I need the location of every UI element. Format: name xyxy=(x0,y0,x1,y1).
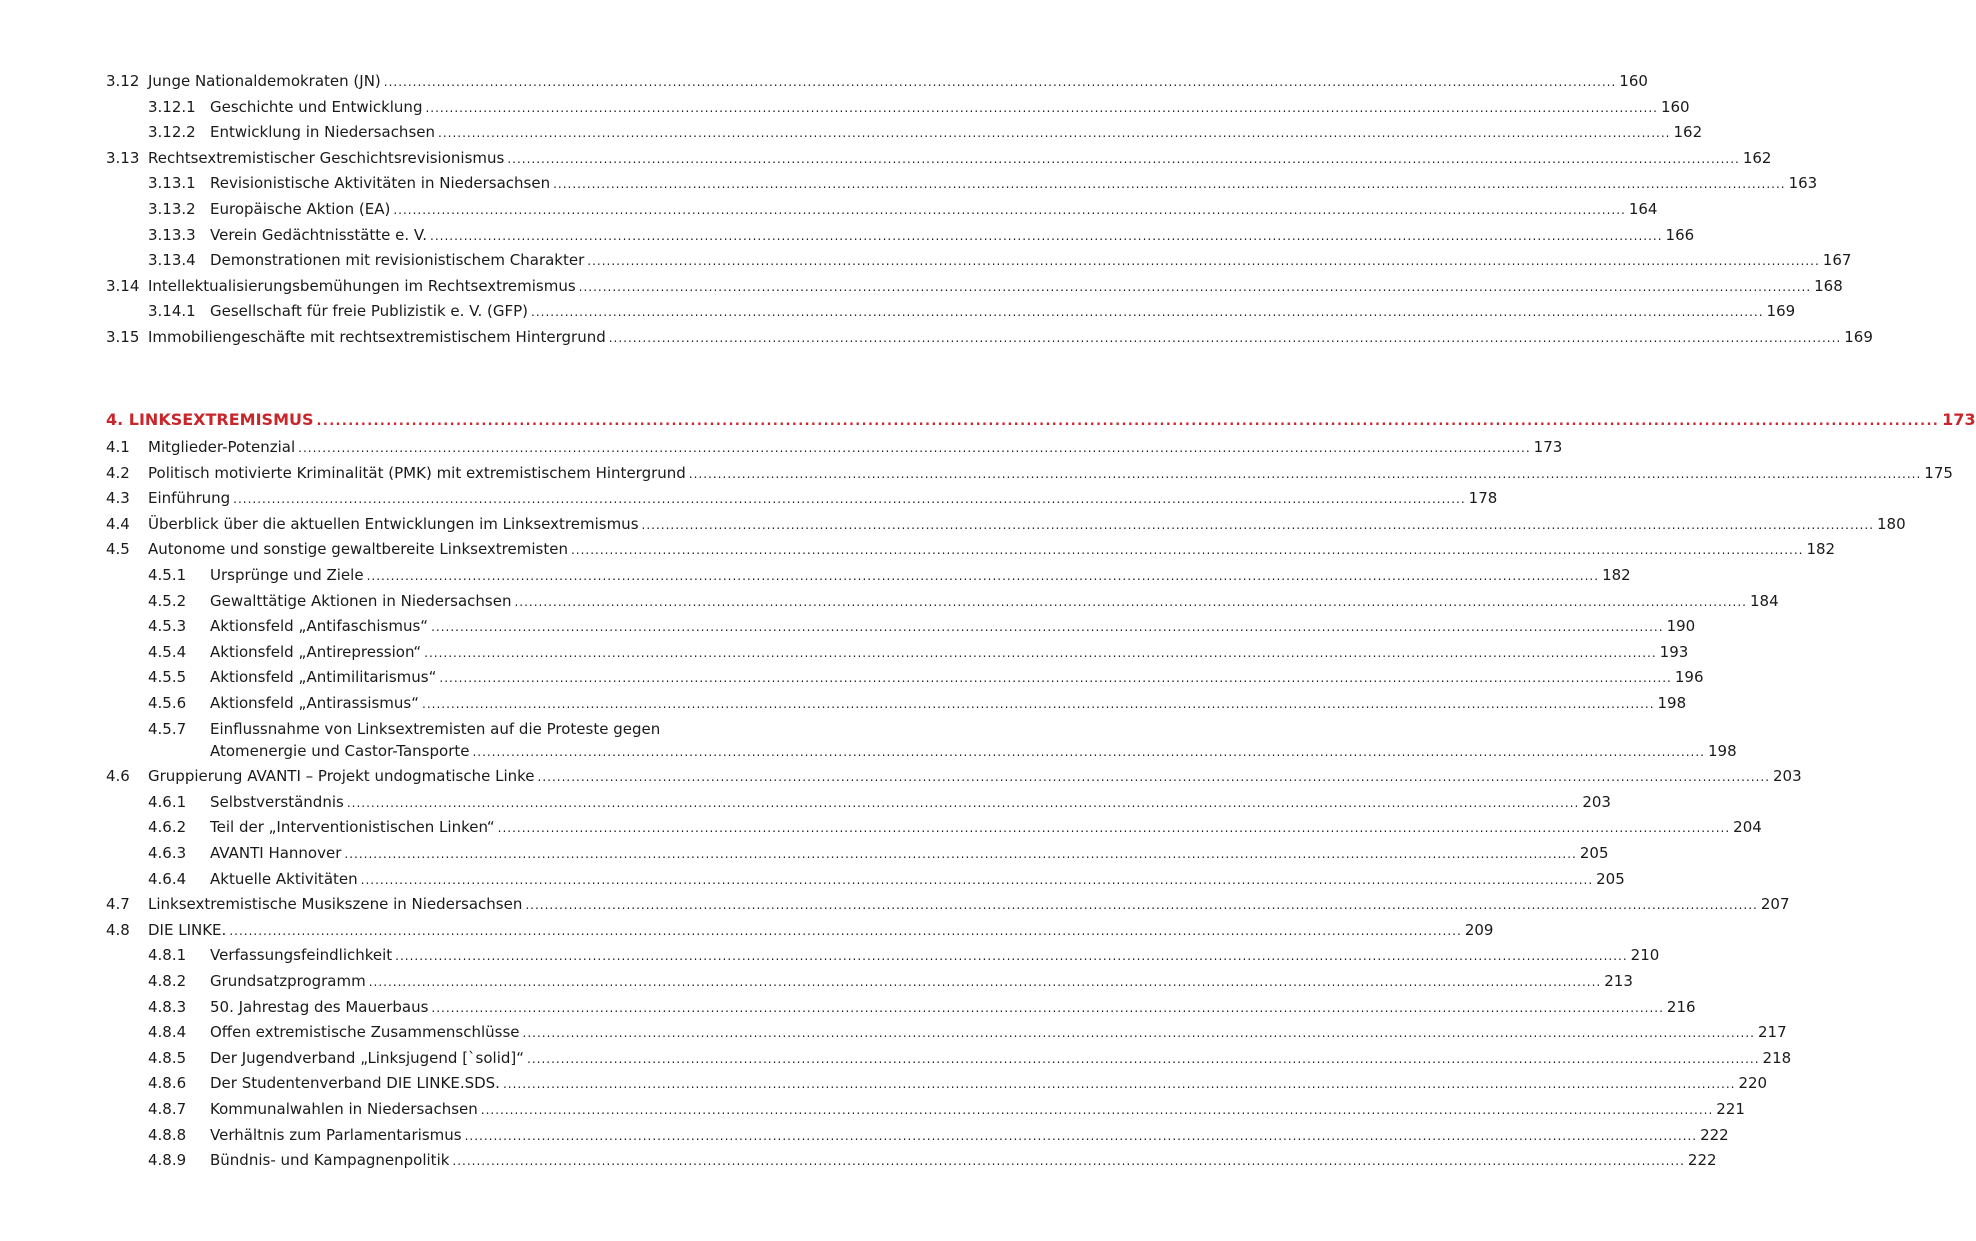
toc-entry[interactable] xyxy=(0,327,1873,353)
entry-page-number: 160 xyxy=(1660,97,1690,116)
entry-text xyxy=(210,817,1762,838)
entry-title: Grundsatzprogramm xyxy=(210,972,366,990)
dot-leader: ................................................................................................................................................................................................................................................................ xyxy=(522,1026,1755,1041)
dot-leader: ................................................................................................................................................................................................................................................................ xyxy=(497,821,1731,836)
entry-title: Gesellschaft für freie Publizistik e. V. (GFP) xyxy=(210,302,529,321)
entry-text xyxy=(210,591,1779,612)
toc-entry[interactable] xyxy=(0,616,1696,642)
entry-title: Verein Gedächtnisstätte e. V. xyxy=(210,225,428,244)
entry-page-number: 160 xyxy=(1619,72,1648,90)
dot-leader: ................................................................................................................................................................................................................................................................ xyxy=(383,75,1617,89)
entry-text xyxy=(210,1073,1768,1094)
entry-page-number: 218 xyxy=(1762,1048,1792,1067)
entry-text xyxy=(148,71,1648,92)
toc-entry[interactable] xyxy=(0,766,1802,792)
toc-entry[interactable] xyxy=(0,817,1762,843)
dot-leader: ................................................................................................................................................................................................................................................................ xyxy=(438,126,1671,141)
entry-number: 4.3 xyxy=(106,489,130,508)
entry-title: Rechtsextremistischer Geschichtsrevisionismus xyxy=(148,148,505,167)
entry-title: Ursprünge und Ziele xyxy=(210,566,364,584)
entry-page-number: 203 xyxy=(1582,792,1611,811)
entry-number: 4.6 xyxy=(106,767,130,786)
entry-text xyxy=(210,199,1658,220)
entry-number: 3.13.3 xyxy=(148,225,196,244)
toc-entry[interactable] xyxy=(0,971,1633,997)
entry-title: DIE LINKE. xyxy=(148,920,227,939)
entry-page-number: 169 xyxy=(1844,328,1873,346)
toc-entry[interactable] xyxy=(0,97,1690,123)
entry-text xyxy=(148,437,1563,458)
entry-title: Gruppierung AVANTI – Projekt undogmatische Linke xyxy=(148,767,535,786)
toc-entry[interactable] xyxy=(0,869,1625,895)
entry-text xyxy=(210,693,1687,714)
toc-entry[interactable] xyxy=(0,894,1790,920)
entry-title: Der Studentenverband DIE LINKE.SDS. xyxy=(210,1074,500,1093)
entry-number: 4.5 xyxy=(106,540,130,559)
entry-text xyxy=(210,250,1852,271)
entry-number: 3.13 xyxy=(106,148,140,167)
entry-page-number: 168 xyxy=(1814,276,1843,295)
entry-title: Verhältnis zum Parlamentarismus xyxy=(210,1125,462,1144)
dot-leader: ................................................................................................................................................................................................................................................................ xyxy=(430,228,1663,243)
entry-page-number: 205 xyxy=(1596,869,1625,888)
entry-number: 4.6.4 xyxy=(148,869,187,888)
entry-number: 4.5.4 xyxy=(148,642,187,661)
dot-leader: ................................................................................................................................................................................................................................................................ xyxy=(424,645,1657,660)
entry-title: Intellektualisierungsbemühungen im Rechtsextremismus xyxy=(148,276,576,295)
toc-entry[interactable] xyxy=(0,539,1836,565)
entry-title: Mitglieder-Potenzial xyxy=(148,438,296,456)
toc-entry[interactable] xyxy=(0,945,1660,971)
toc-entry[interactable] xyxy=(0,1073,1768,1099)
entry-page-number: 173 xyxy=(1533,438,1563,456)
entry-number: 4.8.2 xyxy=(148,972,187,990)
entry-title: Offen extremistische Zusammenschlüsse xyxy=(210,1023,520,1042)
entry-title: Aktionsfeld „Antifaschismus“ xyxy=(210,617,429,636)
dot-leader: ................................................................................................................................................................................................................................................................ xyxy=(368,975,1602,989)
entry-number: 4.6.3 xyxy=(148,844,187,862)
entry-title: Aktionsfeld „Antirepression“ xyxy=(210,642,422,661)
toc-entry[interactable] xyxy=(0,1150,1717,1176)
dot-leader: ................................................................................................................................................................................................................................................................ xyxy=(531,305,1764,320)
entry-number: 4.6.2 xyxy=(148,818,187,837)
entry-text xyxy=(210,122,1703,143)
entry-title-line1: Einflussnahme von Linksextremisten auf die Proteste gegen xyxy=(210,719,661,738)
chapter-text xyxy=(106,410,1976,432)
entry-title: Entwicklung in Niedersachsen xyxy=(210,123,435,142)
dot-leader: ................................................................................................................................................................................................................................................................ xyxy=(344,847,1577,861)
entry-title: Einführung xyxy=(148,489,231,508)
entry-number: 4.8.9 xyxy=(148,1151,187,1170)
entry-text xyxy=(210,301,1796,322)
entry-text xyxy=(210,741,1737,762)
entry-page-number: 182 xyxy=(1602,566,1631,584)
dot-leader: ................................................................................................................................................................................................................................................................ xyxy=(422,697,1655,711)
toc-entry[interactable] xyxy=(0,173,1818,199)
entry-page-number: 196 xyxy=(1674,668,1704,687)
entry-number: 4.1 xyxy=(106,438,130,456)
entry-title: Junge Nationaldemokraten (JN) xyxy=(148,72,381,90)
toc-entry[interactable] xyxy=(0,642,1689,668)
dot-leader: ................................................................................................................................................................................................................................................................ xyxy=(346,795,1580,810)
entry-title: Immobiliengeschäfte mit rechtsextremistischem Hintergrund xyxy=(148,328,606,346)
entry-title: Aktionsfeld „Antirassismus“ xyxy=(210,694,420,712)
entry-number: 4.2 xyxy=(106,463,130,482)
toc-entry[interactable] xyxy=(0,1099,1745,1125)
entry-page-number: 190 xyxy=(1666,617,1696,636)
entry-number: 3.12.2 xyxy=(148,123,196,142)
dot-leader: ................................................................................................................................................................................................................................................................ xyxy=(537,770,1771,785)
entry-page-number: 162 xyxy=(1673,123,1703,142)
dot-leader: ................................................................................................................................................................................................................................................................ xyxy=(439,671,1672,686)
toc-entry[interactable] xyxy=(0,1125,1729,1151)
entry-text xyxy=(148,894,1790,915)
entry-number: 4.6.1 xyxy=(148,792,187,811)
entry-title: Verfassungsfeindlichkeit xyxy=(210,946,393,965)
entry-page-number: 180 xyxy=(1877,514,1906,533)
entry-text xyxy=(210,642,1689,663)
entry-number: 4.8.7 xyxy=(148,1100,187,1118)
toc-entry[interactable] xyxy=(0,514,1906,540)
entry-text xyxy=(148,327,1873,348)
entry-number: 3.12 xyxy=(106,72,140,90)
dot-leader: ................................................................................................................................................................................................................................................................ xyxy=(525,898,1758,913)
dot-leader: ................................................................................................................................................................................................................................................................ xyxy=(480,1103,1714,1117)
toc-entry[interactable] xyxy=(0,250,1852,276)
dot-leader: ................................................................................................................................................................................................................................................................ xyxy=(229,923,1462,938)
entry-text xyxy=(210,1048,1792,1069)
toc-entry[interactable] xyxy=(0,488,1498,514)
dot-leader: ................................................................................................................................................................................................................................................................ xyxy=(587,254,1820,269)
entry-page-number: 222 xyxy=(1687,1151,1717,1170)
dot-leader: ................................................................................................................................................................................................................................................................ xyxy=(688,466,1922,481)
entry-page-number: 220 xyxy=(1738,1074,1768,1093)
entry-text xyxy=(210,1022,1787,1043)
entry-page-number: 210 xyxy=(1630,946,1660,965)
entry-text xyxy=(210,971,1633,992)
toc-entry[interactable] xyxy=(0,148,1772,174)
entry-page-number: 209 xyxy=(1464,920,1494,939)
entry-text xyxy=(148,514,1906,535)
toc-entry[interactable] xyxy=(0,463,1953,489)
entry-title: Teil der „Interventionistischen Linken“ xyxy=(210,818,495,837)
toc-entry[interactable] xyxy=(0,591,1779,617)
toc-entry[interactable] xyxy=(0,792,1611,818)
dot-leader: ................................................................................................................................................................................................................................................................ xyxy=(452,1154,1685,1169)
entry-page-number: 164 xyxy=(1628,200,1658,218)
entry-text xyxy=(210,1125,1729,1146)
entry-number: 4.8.5 xyxy=(148,1048,187,1067)
toc-entry[interactable] xyxy=(0,122,1703,148)
dot-leader: ................................................................................................................................................................................................................................................................ xyxy=(360,872,1594,887)
chapter-page-number: 173 xyxy=(1942,410,1976,429)
entry-text xyxy=(210,616,1696,637)
dot-leader: ................................................................................................................................................................................................................................................................ xyxy=(527,1051,1760,1066)
entry-text xyxy=(210,869,1625,890)
entry-number: 4.8.8 xyxy=(148,1125,187,1144)
entry-text xyxy=(148,766,1802,787)
entry-text xyxy=(210,945,1660,966)
entry-title: Linksextremistische Musikszene in Niedersachsen xyxy=(148,895,523,914)
toc-entry[interactable] xyxy=(0,71,1648,97)
entry-number: 4.5.5 xyxy=(148,668,187,687)
entry-text xyxy=(148,276,1843,297)
dot-leader: ................................................................................................................................................................................................................................................................ xyxy=(641,517,1875,532)
entry-page-number: 217 xyxy=(1758,1023,1787,1042)
dot-leader: ................................................................................................................................................................................................................................................................ xyxy=(472,744,1705,759)
dot-leader: ................................................................................................................................................................................................................................................................ xyxy=(502,1077,1736,1092)
dot-leader: ................................................................................................................................................................................................................................................................ xyxy=(464,1128,1698,1143)
dot-leader: ................................................................................................................................................................................................................................................................ xyxy=(425,100,1658,115)
entry-page-number: 198 xyxy=(1707,741,1737,760)
entry-page-number: 178 xyxy=(1468,489,1498,508)
entry-page-number: 182 xyxy=(1806,540,1836,559)
entry-title: AVANTI Hannover xyxy=(210,844,342,862)
entry-title: Politisch motivierte Kriminalität (PMK) mit extremistischem Hintergrund xyxy=(148,463,686,482)
toc-entry[interactable] xyxy=(0,920,1494,946)
toc-entry[interactable] xyxy=(0,225,1695,251)
entry-number: 4.5.7 xyxy=(148,719,187,738)
entry-title: Autonome und sonstige gewaltbereite Linksextremisten xyxy=(148,540,568,559)
dot-leader: ................................................................................................................................................................................................................................................................ xyxy=(507,151,1740,166)
entry-title: Europäische Aktion (EA) xyxy=(210,200,391,218)
entry-title: Geschichte und Entwicklung xyxy=(210,97,423,116)
entry-page-number: 213 xyxy=(1604,972,1633,990)
entry-title: Kommunalwahlen in Niedersachsen xyxy=(210,1100,478,1118)
entry-title: 50. Jahrestag des Mauerbaus xyxy=(210,997,429,1016)
entry-page-number: 163 xyxy=(1788,174,1818,193)
entry-title-line2: Atomenergie und Castor-Tansporte xyxy=(210,741,470,760)
entry-number: 4.8.1 xyxy=(148,946,187,965)
entry-title: Aktionsfeld „Antimilitarismus“ xyxy=(210,668,437,687)
dot-leader: ................................................................................................................................................................................................................................................................ xyxy=(431,1000,1664,1015)
entry-title: Bündnis- und Kampagnenpolitik xyxy=(210,1151,450,1170)
toc-entry[interactable] xyxy=(0,301,1796,327)
toc-entry[interactable] xyxy=(0,437,1563,463)
entry-title: Überblick über die aktuellen Entwicklungen im Linksextremismus xyxy=(148,514,639,533)
dot-leader: ................................................................................................................................................................................................................................................................ xyxy=(395,949,1628,964)
entry-text xyxy=(148,539,1836,560)
entry-number: 4.8.6 xyxy=(148,1074,187,1093)
entry-page-number: 166 xyxy=(1665,225,1695,244)
dot-leader: ................................................................................................................................................................................................................................................................ xyxy=(298,441,1531,455)
entry-title: Selbstverständnis xyxy=(210,792,344,811)
entry-number: 4.4 xyxy=(106,514,130,533)
toc-entry[interactable] xyxy=(0,1022,1787,1048)
entry-title: Demonstrationen mit revisionistischem Charakter xyxy=(210,251,585,270)
entry-text xyxy=(148,148,1772,169)
entry-number: 3.13.4 xyxy=(148,251,196,270)
chapter-title: 4. LINKSEXTREMISMUS xyxy=(106,410,314,429)
dot-leader: ................................................................................................................................................................................................................................................................ xyxy=(393,203,1626,217)
entry-number: 3.14.1 xyxy=(148,302,196,321)
entry-text xyxy=(210,997,1696,1018)
entry-number: 4.5.2 xyxy=(148,591,187,610)
dot-leader: ................................................................................................................................................................................................................................................................ xyxy=(316,414,1940,429)
entry-number: 3.13.2 xyxy=(148,200,196,218)
entry-page-number: 216 xyxy=(1666,997,1696,1016)
entry-text xyxy=(210,173,1818,194)
entry-text xyxy=(210,667,1704,688)
entry-number: 4.5.3 xyxy=(148,617,187,636)
dot-leader: ................................................................................................................................................................................................................................................................ xyxy=(514,594,1747,609)
entry-number: 3.13.1 xyxy=(148,174,196,193)
toc-entry[interactable] xyxy=(0,1048,1792,1074)
entry-number: 4.7 xyxy=(106,895,130,914)
dot-leader: ................................................................................................................................................................................................................................................................ xyxy=(233,492,1466,507)
entry-title: Der Jugendverband „Linksjugend [`solid]“ xyxy=(210,1048,525,1067)
entry-text xyxy=(210,1099,1745,1120)
entry-page-number: 221 xyxy=(1716,1100,1745,1118)
dot-leader: ................................................................................................................................................................................................................................................................ xyxy=(366,569,1600,583)
entry-page-number: 207 xyxy=(1760,895,1790,914)
dot-leader: ................................................................................................................................................................................................................................................................ xyxy=(570,543,1804,558)
entry-page-number: 169 xyxy=(1766,302,1796,321)
entry-title: Gewalttätige Aktionen in Niedersachsen xyxy=(210,591,512,610)
entry-text xyxy=(210,792,1611,813)
entry-number: 3.14 xyxy=(106,276,140,295)
entry-page-number: 162 xyxy=(1742,148,1772,167)
entry-number: 4.5.6 xyxy=(148,694,187,712)
entry-text xyxy=(148,488,1498,509)
entry-page-number: 193 xyxy=(1659,642,1689,661)
entry-number: 4.5.1 xyxy=(148,566,187,584)
entry-text xyxy=(210,97,1690,118)
entry-text xyxy=(210,1150,1717,1171)
toc-entry[interactable] xyxy=(0,843,1609,869)
entry-number: 4.8.4 xyxy=(148,1023,187,1042)
entry-page-number: 204 xyxy=(1733,818,1762,837)
toc-entry[interactable] xyxy=(0,997,1696,1023)
dot-leader: ................................................................................................................................................................................................................................................................ xyxy=(431,620,1664,635)
dot-leader: ................................................................................................................................................................................................................................................................ xyxy=(578,279,1812,294)
toc-entry[interactable] xyxy=(0,693,1687,719)
entry-number: 4.8 xyxy=(106,920,130,939)
toc-entry[interactable] xyxy=(0,199,1658,225)
entry-text xyxy=(148,920,1494,941)
entry-page-number: 184 xyxy=(1749,591,1779,610)
dot-leader: ................................................................................................................................................................................................................................................................ xyxy=(553,177,1786,192)
entry-text xyxy=(210,565,1631,586)
toc-entry[interactable] xyxy=(0,719,1737,760)
toc-entry[interactable] xyxy=(0,565,1631,591)
entry-text xyxy=(210,843,1609,864)
entry-text xyxy=(148,463,1953,484)
entry-page-number: 167 xyxy=(1822,251,1852,270)
entry-page-number: 198 xyxy=(1657,694,1687,712)
entry-page-number: 175 xyxy=(1924,463,1953,482)
entry-title: Aktuelle Aktivitäten xyxy=(210,869,358,888)
dot-leader: ................................................................................................................................................................................................................................................................ xyxy=(608,331,1842,345)
entry-text xyxy=(210,225,1695,246)
entry-page-number: 203 xyxy=(1773,767,1802,786)
entry-page-number: 205 xyxy=(1579,844,1609,862)
toc-entry[interactable] xyxy=(0,667,1704,693)
entry-number: 3.12.1 xyxy=(148,97,196,116)
entry-number: 4.8.3 xyxy=(148,997,187,1016)
entry-title: Revisionistische Aktivitäten in Niedersachsen xyxy=(210,174,551,193)
entry-number: 3.15 xyxy=(106,328,140,346)
entry-page-number: 222 xyxy=(1700,1125,1729,1144)
toc-entry[interactable] xyxy=(0,276,1843,302)
chapter-heading[interactable] xyxy=(0,410,1976,436)
